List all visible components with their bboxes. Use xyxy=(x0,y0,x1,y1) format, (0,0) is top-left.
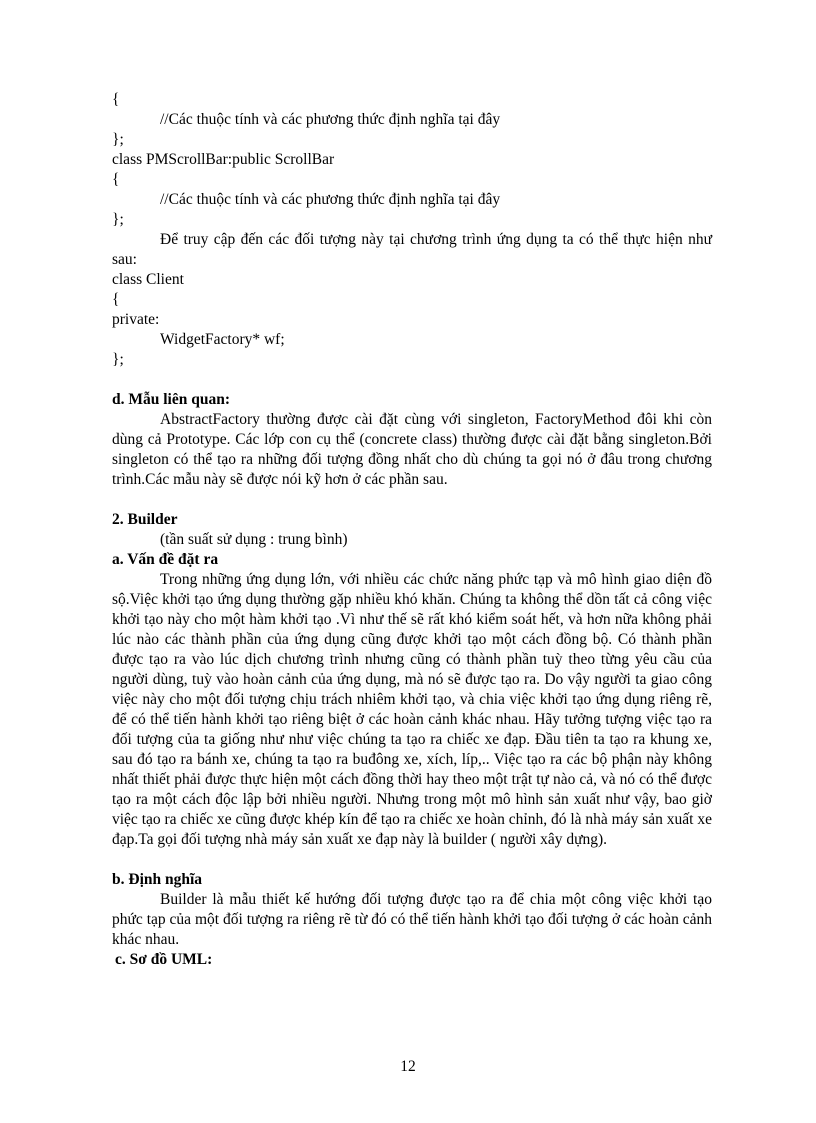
section-d-body: AbstractFactory thường được cài đặt cùng với singleton, FactoryMethod đôi khi còn dùng cả Prototype. Các lớp con cụ thể (concrete class) thường được cài đặt bằng singleton.Bởi singleton có thể tạo ra những đối tượng đồng nhất cho dù chúng ta gọi nó ở đâu trong chương trình.Các mẫu này sẽ được nói kỹ hơn ở các phần sau. xyxy=(112,411,712,488)
document-page xyxy=(112,90,712,970)
code-line: WidgetFactory* wf; xyxy=(160,331,285,348)
access-paragraph: Để truy cập đến các đối tượng này tại chương trình ứng dụng ta có thể thực hiện như sau: xyxy=(112,231,712,268)
code-line: private: xyxy=(112,311,160,328)
code-line: }; xyxy=(112,131,124,148)
section-c-heading: c. Sơ đồ UML: xyxy=(115,951,213,968)
section-d-heading: d. Mẫu liên quan: xyxy=(112,391,231,408)
section-a-heading: a. Vấn đề đặt ra xyxy=(112,551,219,568)
code-line: class PMScrollBar:public ScrollBar xyxy=(112,151,335,168)
code-line: { xyxy=(112,171,120,188)
section-a-body: Trong những ứng dụng lớn, với nhiều các chức năng phức tạp và mô hình giao diện đồ sộ.Việc khởi tạo ứng dụng thường gặp nhiều khó khăn. Chúng ta không thể dồn tất cả công việc khởi tạo này cho một hàm khởi tạo .Vì như thế sẽ rất khó kiểm soát hết, và hơn nữa không phải lúc nào các thành phần của ứng dụng cũng được khởi tạo một cách đồng bộ. Có thành phần được tạo ra vào lúc dịch chương trình nhưng cũng có thành phần tuỳ theo từng yêu cầu của người dùng, tuỳ vào hoàn cảnh của ứng dụng, mà nó sẽ được tạo ra. Do vậy người ta giao công việc này cho một đối tượng chịu trách nhiêm khởi tạo, và chia việc khởi tạo ứng dụng riêng rẽ, để có thể tiến hành khởi tạo riêng biệt ở các hoàn cảnh khác nhau. Hãy tưởng tượng việc tạo ra đối tượng của ta giống như như việc chúng ta tạo ra chiếc xe đạp. Đầu tiên ta tạo ra khung xe, sau đó tạo ra bánh xe, chúng ta tạo ra buđông xe, xích, líp,.. Việc tạo ra các bộ phận này không nhất thiết phải được thực hiện một cách đồng thời hay theo một trật tự nào cả, và nó có thể được tạo ra một cách độc lập bởi nhiều người. Nhưng trong một mô hình sản xuất như vậy, bao giờ việc tạo ra chiếc xe cũng được khép kín để tạo ra chiếc xe hoàn chỉnh, đó là nhà máy sản xuất xe đạp.Ta gọi đối tượng nhà máy sản xuất xe đạp này là builder ( người xây dựng). xyxy=(112,571,712,848)
code-line: }; xyxy=(112,351,124,368)
code-line: //Các thuộc tính và các phương thức định nghĩa tại đây xyxy=(160,111,501,128)
section-2-heading: 2. Builder xyxy=(112,511,178,528)
page-number: 12 xyxy=(400,1058,416,1075)
code-line: { xyxy=(112,291,120,308)
code-line: }; xyxy=(112,211,124,228)
code-line: class Client xyxy=(112,271,184,288)
section-b-body: Builder là mẫu thiết kế hướng đối tượng được tạo ra để chia một công việc khởi tạo phức tạp của một đối tượng ra riêng rẽ từ đó có thể tiến hành khởi tạo đối tượng ở các hoàn cảnh khác nhau. xyxy=(112,891,712,948)
section-b-heading: b. Định nghĩa xyxy=(112,871,203,888)
code-line: { xyxy=(112,91,120,108)
usage-frequency: (tần suất sử dụng : trung bình) xyxy=(160,531,348,548)
code-line: //Các thuộc tính và các phương thức định nghĩa tại đây xyxy=(160,191,501,208)
